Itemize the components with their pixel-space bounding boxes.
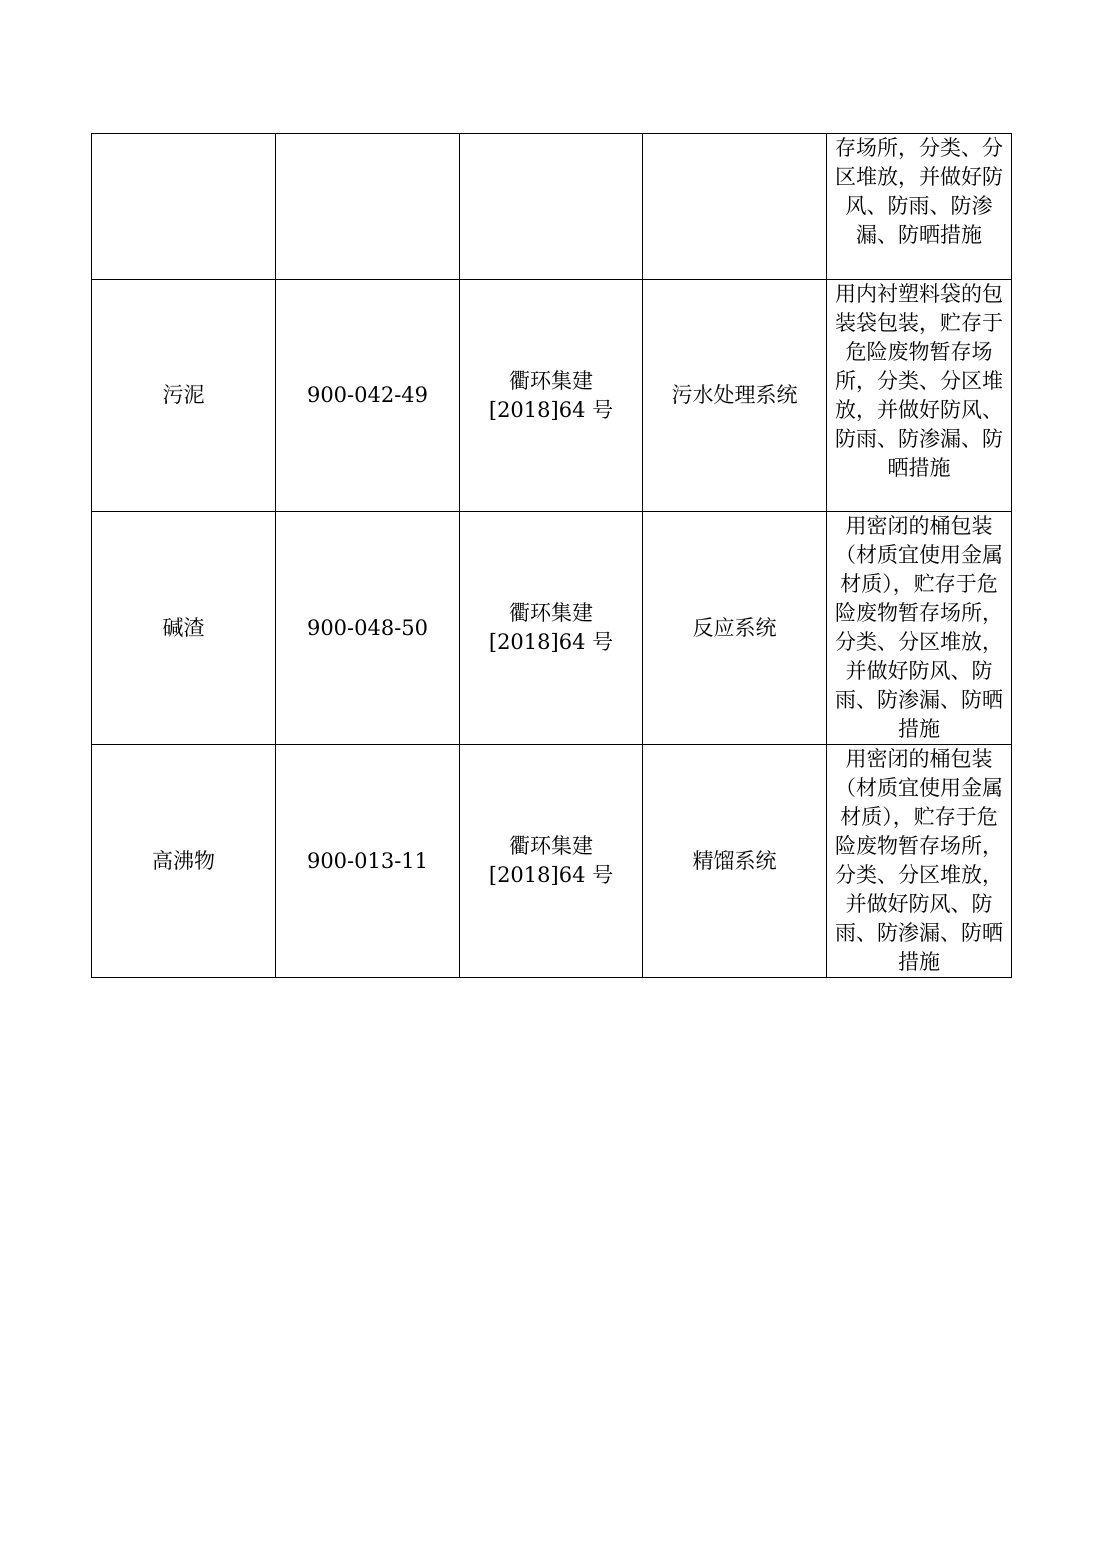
waste-code-cell: 900-042-49 [276,280,460,512]
storage-measure-cell: 用内衬塑料袋的包装袋包装，贮存于危险废物暂存场所，分类、分区堆放，并做好防风、防雨、防渗漏、防晒措施 [827,280,1012,512]
waste-name-cell: 高沸物 [92,745,276,978]
storage-measure-cell: 存场所，分类、分区堆放，并做好防风、防雨、防渗漏、防晒措施 [827,134,1012,280]
waste-name-cell: 碱渣 [92,512,276,745]
waste-name-cell [92,134,276,280]
waste-code-cell: 900-013-11 [276,745,460,978]
table-row [92,134,1012,280]
basis-cell: 衢环集建 [2018]64 号 [460,280,643,512]
waste-code-cell [276,134,460,280]
basis-cell: 衢环集建 [2018]64 号 [460,745,643,978]
basis-cell [460,134,643,280]
source-cell [643,134,827,280]
basis-cell: 衢环集建 [2018]64 号 [460,512,643,745]
waste-code-cell: 900-048-50 [276,512,460,745]
table-row [92,512,1012,745]
source-cell: 精馏系统 [643,745,827,978]
table-row [92,745,1012,978]
source-cell: 反应系统 [643,512,827,745]
waste-name-cell: 污泥 [92,280,276,512]
hazardous-waste-table [91,133,1012,978]
table-row [92,280,1012,512]
storage-measure-cell: 用密闭的桶包装（材质宜使用金属材质），贮存于危险废物暂存场所，分类、分区堆放，并做好防风、防雨、防渗漏、防晒措施 [827,512,1012,745]
source-cell: 污水处理系统 [643,280,827,512]
storage-measure-cell: 用密闭的桶包装（材质宜使用金属材质），贮存于危险废物暂存场所，分类、分区堆放，并做好防风、防雨、防渗漏、防晒措施 [827,745,1012,978]
